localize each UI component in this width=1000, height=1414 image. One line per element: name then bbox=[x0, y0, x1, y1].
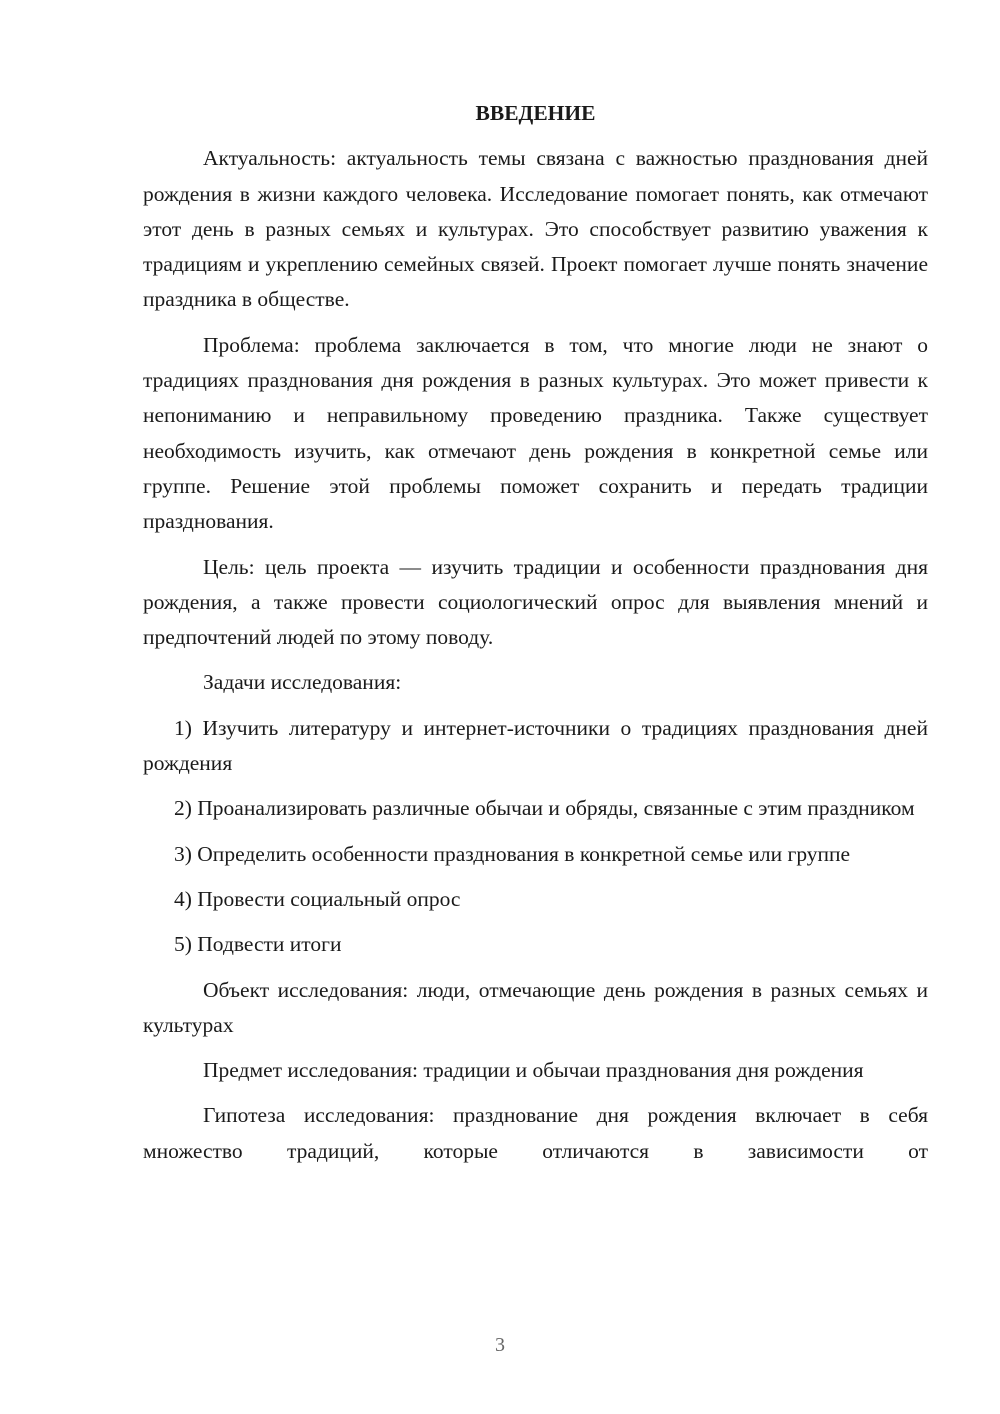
paragraph-problem: Проблема: проблема заключается в том, что многие люди не знают о традициях празднования дня рождения в разных культурах. Это может привести к непониманию и неправильному проведению праздника. Также существует необходимость изучить, как отмечают день рождения в конкретной семье или группе. Решение этой проблемы поможет сохранить и передать традиции празднования. bbox=[143, 332, 928, 534]
paragraph-hypothesis: Гипотеза исследования: празднование дня рождения включает в себя множество традиций, которые отличаются в зависимости от bbox=[143, 1103, 928, 1163]
paragraph-relevance: Актуальность: актуальность темы связана с важностью празднования дней рождения в жизни каждого человека. Исследование помогает понять, как отмечают этот день в разных семьях и культурах. Это способствует развитию уважения к традициям и укреплению семейных связей. Проект помогает лучше понять значение праздника в обществе. bbox=[143, 146, 928, 312]
paragraph-object: Объект исследования: люди, отмечающие день рождения в разных семьях и культурах bbox=[143, 977, 928, 1037]
document-page bbox=[143, 96, 928, 1179]
task-item: 5) Подвести итоги bbox=[174, 932, 342, 957]
task-item: 1) Изучить литературу и интернет-источники о традициях празднования дней рождения bbox=[143, 715, 928, 776]
paragraph-goal: Цель: цель проекта — изучить традиции и особенности празднования дня рождения, а также провести социологический опрос для выявления мнений и предпочтений людей по этому поводу. bbox=[143, 554, 928, 650]
section-title: ВВЕДЕНИЕ bbox=[475, 101, 596, 125]
tasks-heading: Задачи исследования: bbox=[203, 670, 402, 695]
task-item: 4) Провести социальный опрос bbox=[174, 886, 461, 911]
task-item: 2) Проанализировать различные обычаи и обряды, связанные с этим праздником bbox=[174, 796, 915, 821]
paragraph-subject: Предмет исследования: традиции и обычаи празднования дня рождения bbox=[203, 1058, 864, 1083]
page-number: 3 bbox=[495, 1334, 505, 1356]
task-item: 3) Определить особенности празднования в конкретной семье или группе bbox=[174, 841, 851, 866]
